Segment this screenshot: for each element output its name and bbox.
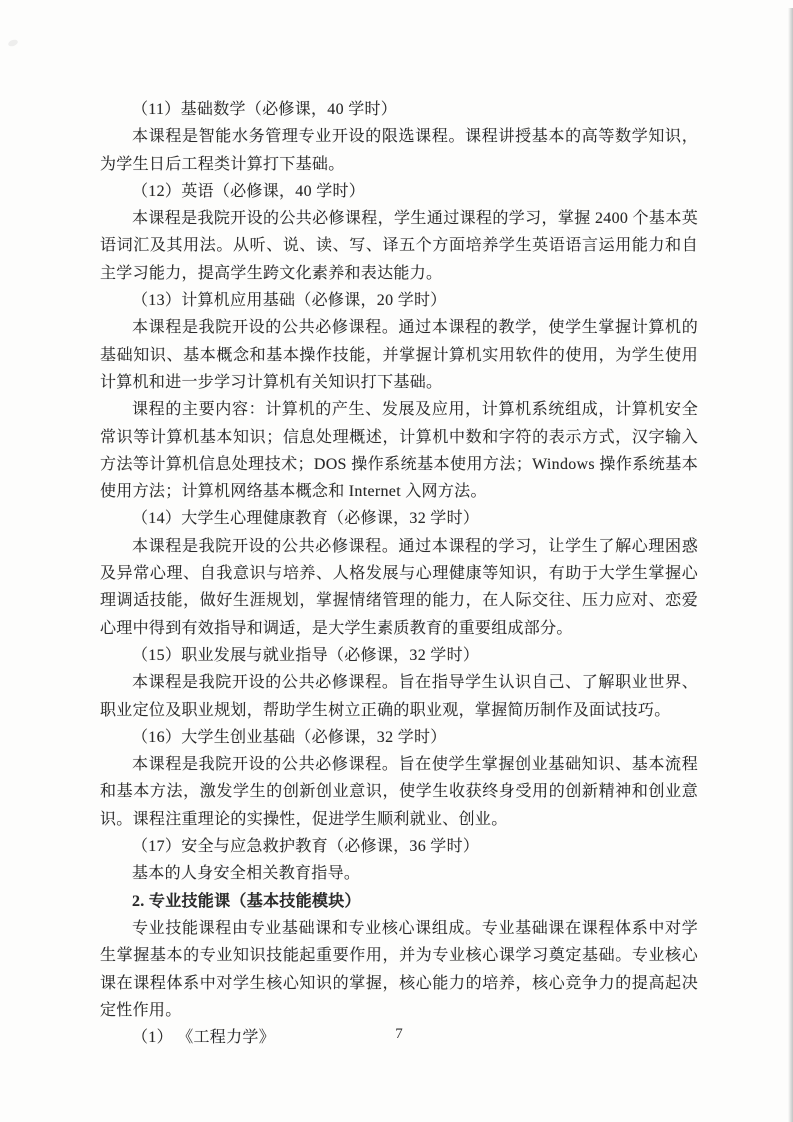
page-number: 7	[395, 1026, 403, 1042]
course-item-heading: （12）英语（必修课，40 学时）	[132, 182, 366, 200]
course-description: 本课程是我院开设的公共必修课程。通过本课程的学习，让学生了解心理困惑及异常心理、自我意识与培养、人格发展与心理健康等知识，有助于大学生掌握心理调适技能，做好生涯规划，掌握情绪管理的能力，在人际交往、压力应对、恋爱心理中得到有效指导和调适，是大学生素质教育的重要组成部分。	[100, 537, 698, 637]
course-description: 本课程是我院开设的公共必修课程，学生通过课程的学习，掌握 2400 个基本英语词汇及其用法。从听、说、读、写、译五个方面培养学生英语语言运用能力和自主学习能力，提高学生跨文化素养和表达能力。	[100, 210, 698, 282]
course-item-heading: （1） 《工程力学》	[132, 1029, 276, 1047]
course-description: 课程的主要内容：计算机的产生、发展及应用，计算机系统组成，计算机安全常识等计算机基本知识；信息处理概述，计算机中数和字符的表示方式，汉字输入方法等计算机信息处理技术；DOS 操作系统基本使用方法；Windows 操作系统基本使用方法；计算机网络基本概念和 Internet 入网方法。	[100, 401, 698, 501]
course-item-heading: （17）安全与应急救护教育（必修课，36 学时）	[132, 838, 480, 856]
course-description: 基本的人身安全相关教育指导。	[132, 865, 361, 883]
section-description: 专业技能课程由专业基础课和专业核心课组成。专业基础课在课程体系中对学生掌握基本的专业知识技能起重要作用，并为专业核心课学习奠定基础。专业核心课在课程体系中对学生核心知识的掌握，核心能力的培养，核心竞争力的提高起决定性作用。	[100, 919, 698, 1019]
course-description: 本课程是我院开设的公共必修课程。通过本课程的教学，使学生掌握计算机的基础知识、基本概念和基本操作技能，并掌握计算机实用软件的使用，为学生使用计算机和进一步学习计算机有关知识打下基础。	[100, 319, 698, 391]
document-content	[100, 96, 698, 1051]
scan-artifact	[7, 38, 18, 47]
course-item-heading: （15）职业发展与就业指导（必修课，32 学时）	[132, 646, 480, 664]
course-item-heading: （16）大学生创业基础（必修课，32 学时）	[132, 728, 447, 746]
scan-edge-shadow	[788, 8, 793, 1122]
course-item-heading: （11）基础数学（必修课，40 学时）	[132, 101, 398, 118]
section-heading: 2. 专业技能课（基本技能模块）	[132, 892, 361, 910]
course-item-heading: （14）大学生心理健康教育（必修课，32 学时）	[132, 510, 480, 528]
course-description: 本课程是我院开设的公共必修课程。旨在指导学生认识自己、了解职业世界、职业定位及职业规划，帮助学生树立正确的职业观，掌握简历制作及面试技巧。	[100, 674, 698, 719]
course-description: 本课程是我院开设的公共必修课程。旨在使学生掌握创业基础知识、基本流程和基本方法，激发学生的创新创业意识，使学生收获终身受用的创新精神和创业意识。课程注重理论的实操性，促进学生顺利就业、创业。	[100, 756, 698, 828]
course-description: 本课程是智能水务管理专业开设的限选课程。课程讲授基本的高等数学知识，为学生日后工程类计算打下基础。	[100, 128, 698, 173]
course-item-heading: （13）计算机应用基础（必修课，20 学时）	[132, 292, 447, 310]
